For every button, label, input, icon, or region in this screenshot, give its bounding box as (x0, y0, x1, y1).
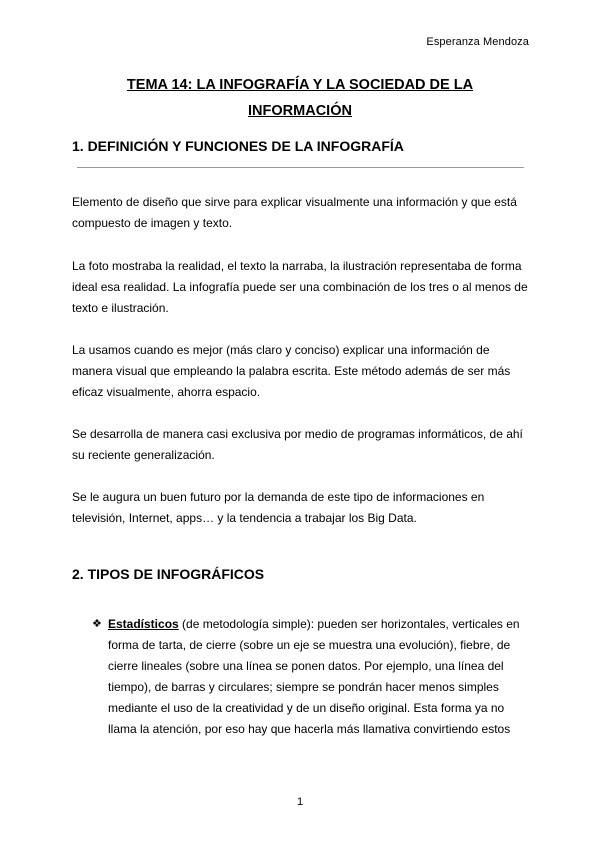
bullet-term: Estadísticos (108, 617, 179, 631)
page-number: 1 (296, 796, 304, 808)
section-1-paragraph-1: Elemento de diseño que sirve para explicar visualmente una información y que está compuesto de imagen y texto. (72, 195, 517, 230)
title-line-1: TEMA 14: LA INFOGRAFÍA Y LA SOCIEDAD DE LA (126, 77, 474, 93)
section-1-paragraph-5: Se le augura un buen futuro por la demanda de este tipo de informaciones en televisión, Internet, apps… y la tendencia a trabajar los Big Data. (72, 490, 485, 525)
bullet-list-item (92, 614, 532, 740)
section-1-paragraph-2: La foto mostraba la realidad, el texto la narraba, la ilustración representaba de forma ideal esa realidad. La infografía puede ser una combinación de los tres o al menos de texto e ilustración. (72, 259, 528, 315)
section-1-paragraph-4: Se desarrolla de manera casi exclusiva por medio de programas informáticos, de ahí su reciente generalización. (72, 427, 523, 462)
document-title (72, 72, 528, 124)
section-1-paragraph-3: La usamos cuando es mejor (más claro y conciso) explicar una información de manera visual que empleando la palabra escrita. Este método además de ser más eficaz visualmente, ahorra espacio. (72, 343, 511, 399)
bullet-text (108, 614, 532, 740)
section-1-heading: 1. DEFINICIÓN Y FUNCIONES DE LA INFOGRAFÍA (72, 138, 404, 154)
header-author: Esperanza Mendoza (426, 36, 529, 48)
bullet-description: (de metodología simple): pueden ser horizontales, verticales en forma de tarta, de cierre (sobre un eje se muestra una evolución), fiebre, de cierre lineales (sobre una línea se ponen datos. Por ejemplo, una línea del tiempo), de barras y circulares; siempre se pondrán hacer menos simples mediante el uso de la creatividad y de un diseño original. Esta forma ya no llama la atención, por eso hay que hacerla más llamativa convirtiendo estos (108, 617, 520, 736)
section-1-divider (77, 167, 524, 168)
diamond-bullet-icon: ❖ (92, 618, 102, 630)
title-line-2: INFORMACIÓN (248, 103, 352, 119)
section-2-heading: 2. TIPOS DE INFOGRÁFICOS (72, 566, 265, 582)
